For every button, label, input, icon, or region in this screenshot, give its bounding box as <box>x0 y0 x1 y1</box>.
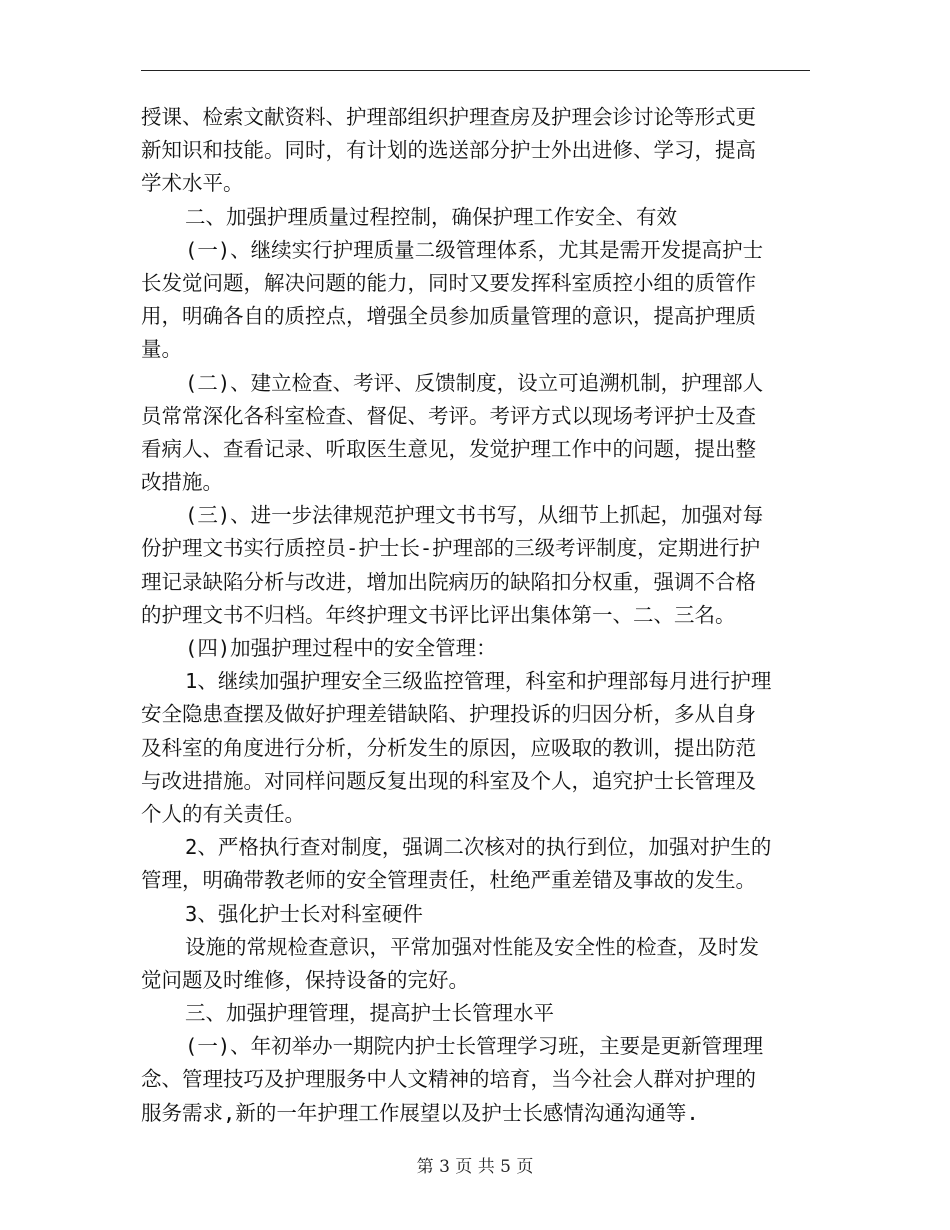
text-line: (二)、建立检查、考评、反馈制度，设立可追溯机制，护理部人 <box>185 370 764 395</box>
text-line: 长发觉问题，解决问题的能力，同时又要发挥科室质控小组的质管作 <box>141 270 756 295</box>
text-line: 管理，明确带教老师的安全管理责任，杜绝严重差错及事故的发生。 <box>141 868 756 893</box>
header-rule <box>141 70 810 71</box>
text-line: 安全隐患查摆及做好护理差错缺陷、护理投诉的归因分析，多从自身 <box>141 702 756 727</box>
text-line: 三、加强护理管理，提高护士长管理水平 <box>185 1001 554 1026</box>
text-line: 3、强化护士长对科室硬件 <box>185 901 423 926</box>
document-body <box>141 101 811 1130</box>
text-line: 念、管理技巧及护理服务中人文精神的培育，当今社会人群对护理的 <box>141 1067 756 1092</box>
text-line: (三)、进一步法律规范护理文书书写，从细节上抓起，加强对每 <box>185 503 764 528</box>
text-line: 的护理文书不归档。年终护理文书评比评出集体第一、二、三名。 <box>141 602 736 627</box>
text-line: 及科室的角度进行分析，分析发生的原因，应吸取的教训，提出防范 <box>141 735 756 760</box>
text-line: 2、严格执行查对制度，强调二次核对的执行到位，加强对护生的 <box>185 835 772 860</box>
text-line: 份护理文书实行质控员-护士长-护理部的三级考评制度，定期进行护 <box>141 536 761 561</box>
text-line: 二、加强护理质量过程控制，确保护理工作安全、有效 <box>185 204 677 229</box>
text-line: 量。 <box>141 337 182 362</box>
text-line: 用，明确各自的质控点，增强全员参加质量管理的意识，提高护理质 <box>141 304 756 329</box>
text-line: 看病人、查看记录、听取医生意见，发觉护理工作中的问题，提出整 <box>141 436 756 461</box>
page-number: 第 3 页 共 5 页 <box>416 1157 534 1177</box>
text-line: (四)加强护理过程中的安全管理： <box>185 636 497 660</box>
text-line: (一)、年初举办一期院内护士长管理学习班，主要是更新管理理 <box>185 1034 764 1059</box>
text-line: 与改进措施。对同样问题反复出现的科室及个人，追究护士长管理及 <box>141 768 756 793</box>
text-line: 服务需求,新的一年护理工作展望以及护士长感情沟通沟通等. <box>141 1100 699 1125</box>
text-line: 理记录缺陷分析与改进，增加出院病历的缺陷扣分权重，强调不合格 <box>141 569 756 594</box>
text-line: 1、继续加强护理安全三级监控管理，科室和护理部每月进行护理 <box>185 669 772 694</box>
text-line: 个人的有关责任。 <box>141 801 305 826</box>
text-line: 改措施。 <box>141 470 223 495</box>
text-line: 员常常深化各科室检查、督促、考评。考评方式以现场考评护士及查 <box>141 403 756 428</box>
text-line: 授课、检索文献资料、护理部组织护理查房及护理会诊讨论等形式更 <box>141 105 756 129</box>
text-line: 新知识和技能。同时，有计划的选送部分护士外出进修、学习，提高 <box>141 138 756 163</box>
text-line: (一)、继续实行护理质量二级管理体系，尤其是需开发提高护士 <box>185 237 764 262</box>
text-line: 设施的常规检查意识，平常加强对性能及安全性的检查，及时发 <box>185 934 759 959</box>
text-line: 学术水平。 <box>141 171 244 196</box>
text-line: 觉问题及时维修，保持设备的完好。 <box>141 967 469 992</box>
